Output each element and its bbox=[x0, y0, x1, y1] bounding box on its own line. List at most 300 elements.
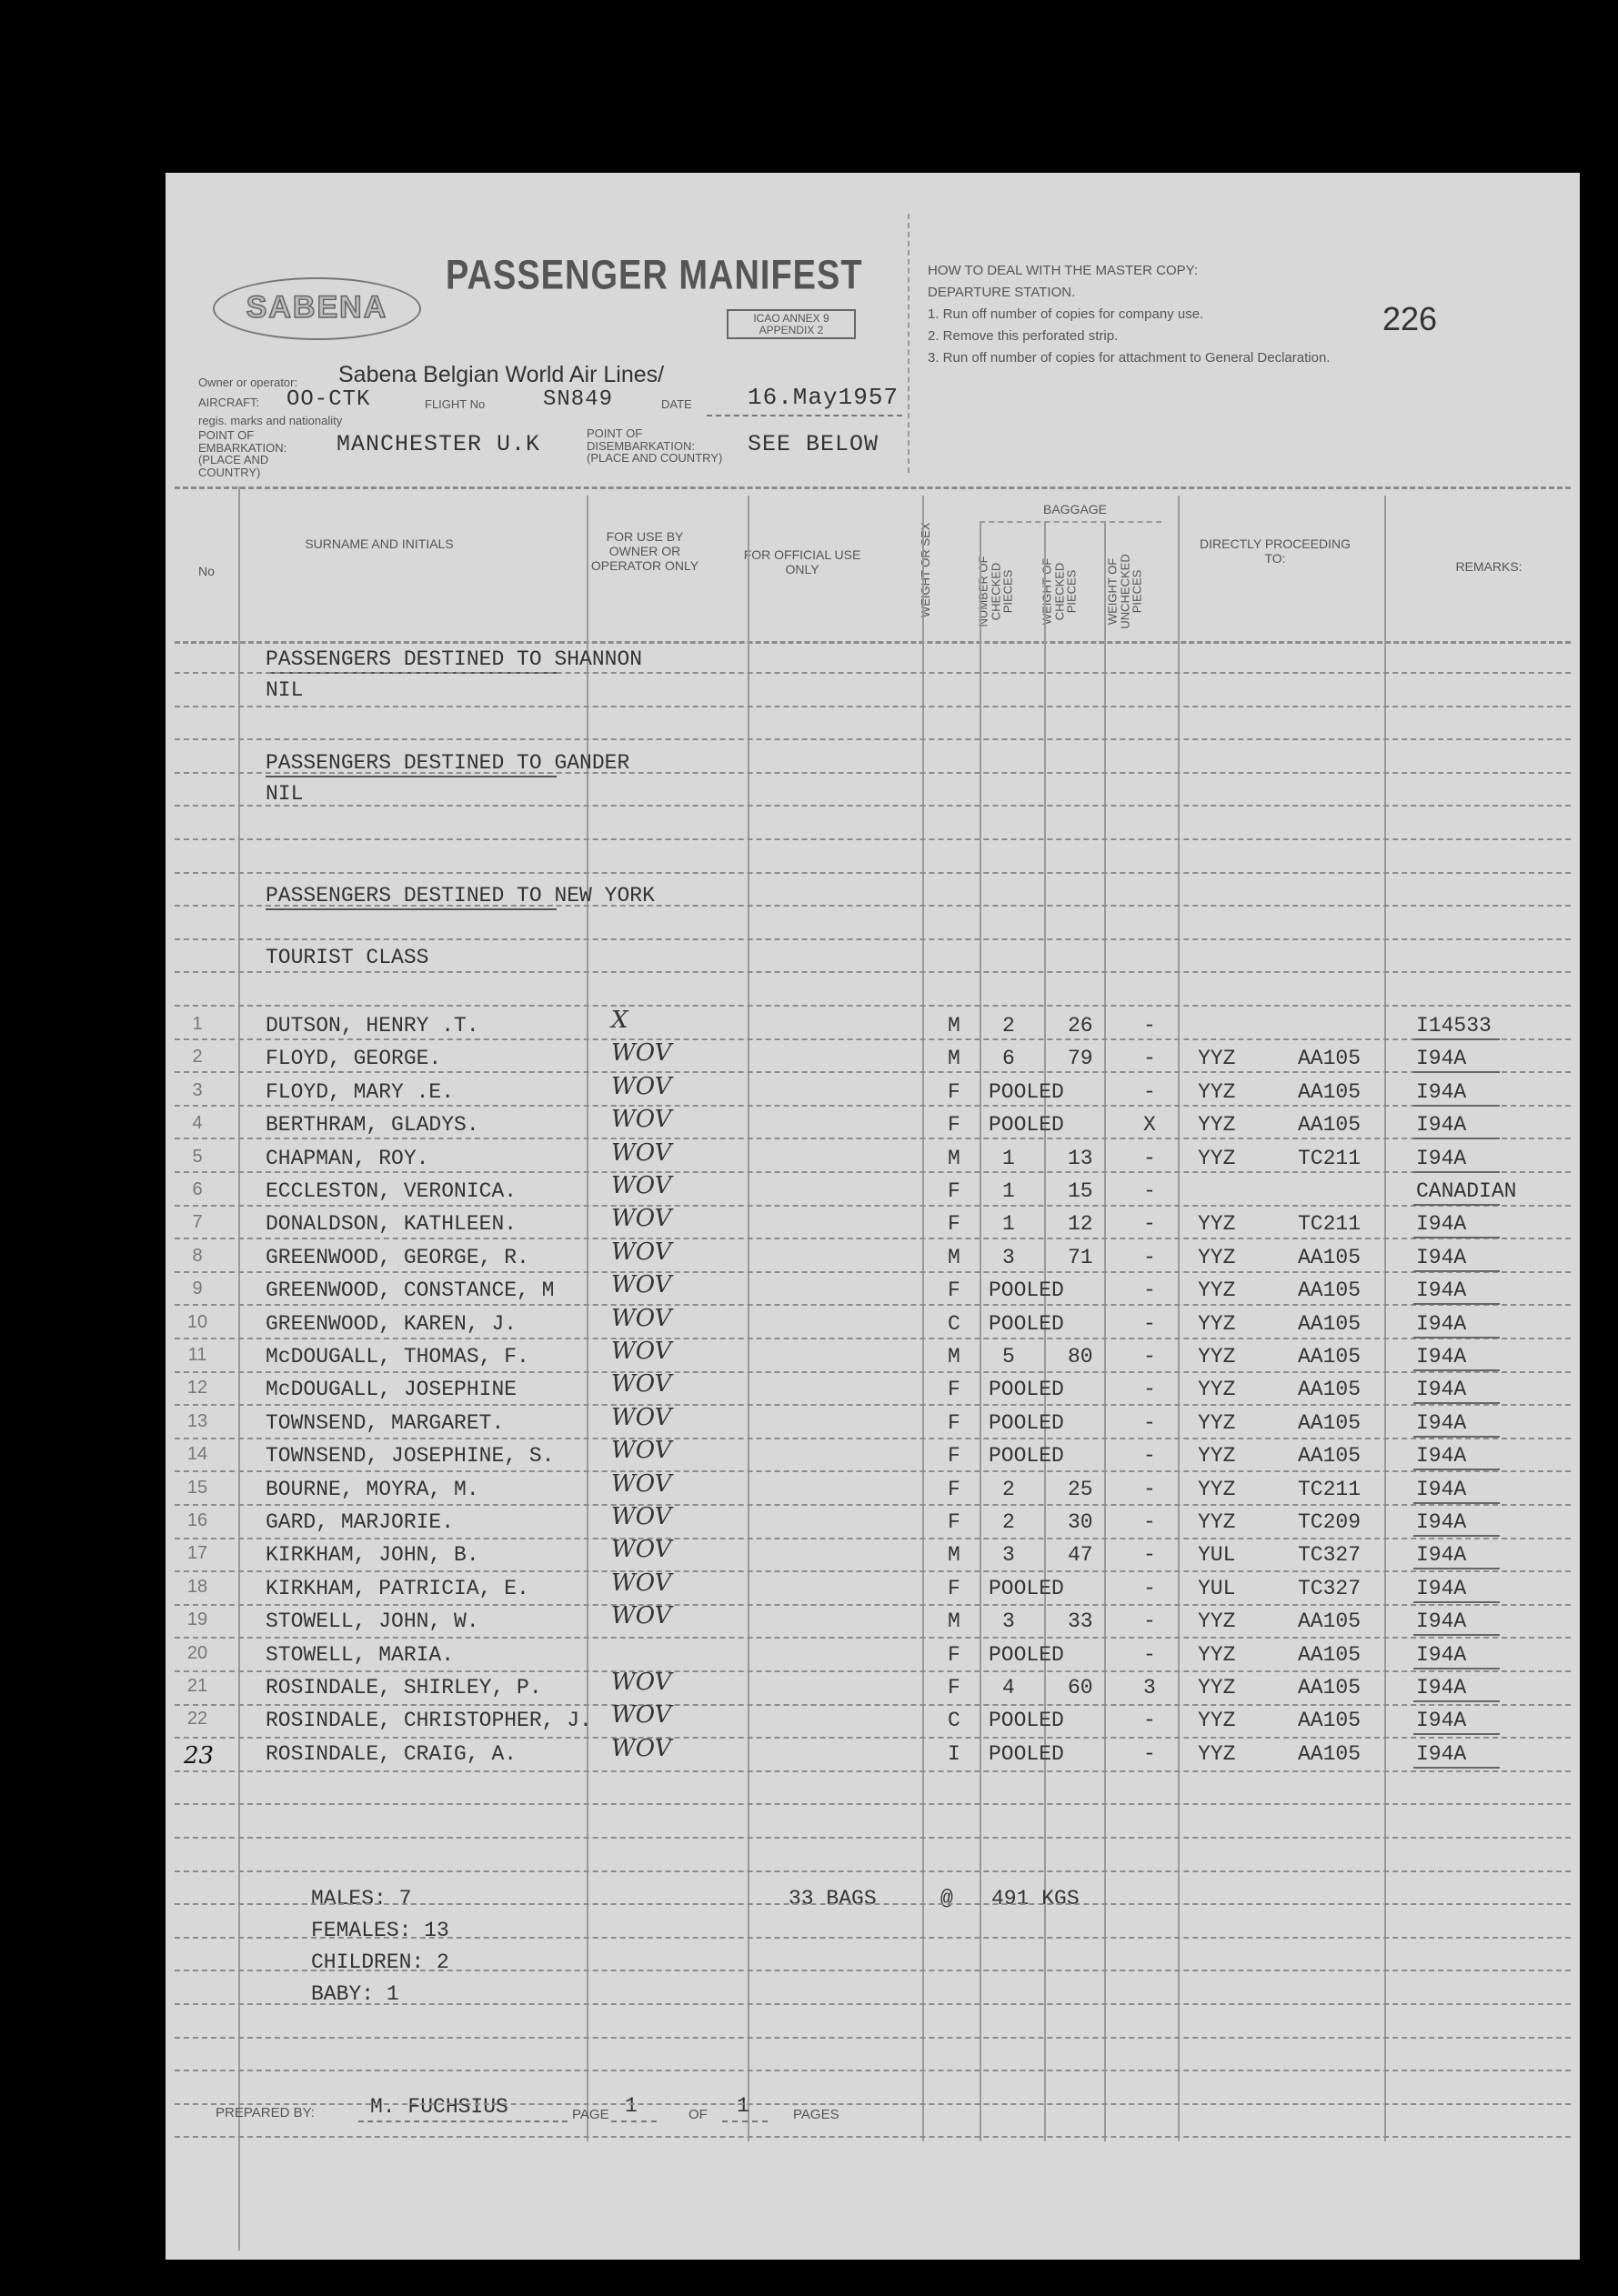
proceeding-city: YYZ bbox=[1198, 1047, 1236, 1071]
owner-initials: WOV bbox=[611, 1701, 672, 1730]
row-number: 13 bbox=[186, 1410, 208, 1431]
ledger-line bbox=[175, 1238, 1571, 1239]
ledger-line bbox=[175, 1038, 1571, 1040]
owner-initials: WOV bbox=[611, 1734, 672, 1762]
checked-pieces: 1 bbox=[1002, 1146, 1015, 1170]
remarks: I94A bbox=[1416, 1113, 1467, 1138]
logo-text: SABENA bbox=[246, 290, 388, 325]
ledger-line bbox=[175, 971, 1571, 973]
proceeding-flight: AA105 bbox=[1298, 1278, 1362, 1303]
total-at: @ bbox=[940, 1887, 953, 1910]
ledger-line bbox=[175, 1538, 1571, 1539]
unchecked-weight: - bbox=[1143, 1378, 1156, 1402]
pages-label: PAGES bbox=[793, 2107, 839, 2122]
row-number: 22 bbox=[186, 1709, 208, 1730]
passenger-sex: M bbox=[948, 1245, 960, 1269]
ledger-line bbox=[175, 1737, 1571, 1739]
checked-pieces: POOLED bbox=[989, 1311, 1064, 1336]
proceeding-city: YYZ bbox=[1198, 1642, 1236, 1667]
embark-value: MANCHESTER U.K bbox=[337, 431, 541, 457]
unchecked-weight: - bbox=[1143, 1345, 1156, 1369]
owner-initials: WOV bbox=[611, 1271, 672, 1299]
remarks: I94A bbox=[1416, 1477, 1467, 1501]
unchecked-weight: - bbox=[1143, 1709, 1156, 1733]
ledger-line bbox=[175, 2136, 1571, 2138]
remarks: I94A bbox=[1416, 1576, 1467, 1600]
row-number: 15 bbox=[186, 1477, 208, 1498]
row-number: 17 bbox=[186, 1543, 208, 1564]
row-number: 4 bbox=[192, 1113, 203, 1134]
ledger-line bbox=[175, 706, 1571, 707]
ledger-line bbox=[175, 1770, 1571, 1772]
proceeding-city: YUL bbox=[1198, 1543, 1236, 1568]
col-surname-header: SURNAME AND INITIALS bbox=[305, 536, 454, 551]
ledger-line bbox=[175, 1371, 1571, 1373]
col-remarks-header: REMARKS: bbox=[1455, 559, 1523, 574]
checked-weight: 71 bbox=[1068, 1245, 1093, 1269]
row-number: 9 bbox=[192, 1278, 203, 1299]
proceeding-city: YYZ bbox=[1198, 1245, 1236, 1269]
unchecked-weight: - bbox=[1143, 1410, 1156, 1435]
proceeding-city: YYZ bbox=[1198, 1410, 1236, 1435]
proceeding-flight: AA105 bbox=[1298, 1113, 1362, 1138]
proceeding-flight: TC209 bbox=[1298, 1510, 1362, 1534]
remarks: I94A bbox=[1416, 1709, 1467, 1733]
row-number: 3 bbox=[192, 1079, 203, 1100]
unchecked-weight: - bbox=[1143, 1146, 1156, 1170]
passenger-name: STOWELL, MARIA. bbox=[266, 1642, 455, 1667]
checked-weight: 60 bbox=[1068, 1676, 1093, 1699]
ledger-line bbox=[175, 838, 1571, 840]
proceeding-flight: TC211 bbox=[1298, 1146, 1362, 1170]
col-weight-sex-header: WEIGHT OR SEX bbox=[919, 522, 933, 618]
row-number: 21 bbox=[186, 1676, 208, 1696]
owner-initials: WOV bbox=[611, 1370, 672, 1399]
annex-box: ICAO ANNEX 9 APPENDIX 2 bbox=[727, 309, 856, 339]
section-heading-gander: PASSENGERS DESTINED TO GANDER bbox=[266, 751, 630, 775]
row-number: 5 bbox=[192, 1146, 203, 1167]
class-heading: TOURIST CLASS bbox=[266, 946, 429, 969]
passenger-name: TOWNSEND, MARGARET. bbox=[266, 1410, 505, 1435]
owner-initials: WOV bbox=[611, 1072, 672, 1100]
ledger-line bbox=[175, 1504, 1571, 1506]
proceeding-city: YYZ bbox=[1198, 1311, 1236, 1336]
ledger-line bbox=[175, 905, 1571, 907]
col-owner-use-header: FOR USE BY OWNER OR OPERATOR ONLY bbox=[590, 529, 699, 574]
checked-weight: 15 bbox=[1068, 1179, 1093, 1203]
perforation-line bbox=[908, 214, 909, 473]
proceeding-city: YYZ bbox=[1198, 1212, 1236, 1237]
ledger-line bbox=[175, 805, 1571, 807]
unchecked-weight: - bbox=[1143, 1047, 1156, 1071]
row-number: 1 bbox=[192, 1014, 203, 1034]
instruction-2: 2. Remove this perforated strip. bbox=[928, 328, 1119, 344]
row-number: 18 bbox=[186, 1576, 208, 1597]
prepared-label: PREPARED BY: bbox=[216, 2105, 315, 2121]
date-label: DATE bbox=[661, 397, 692, 411]
proceeding-flight: AA105 bbox=[1298, 1741, 1362, 1766]
passenger-sex: F bbox=[948, 1278, 960, 1303]
passenger-name: TOWNSEND, JOSEPHINE, S. bbox=[266, 1444, 555, 1469]
document-number: 226 bbox=[1382, 300, 1438, 337]
proceeding-flight: AA105 bbox=[1298, 1047, 1362, 1071]
ledger-line bbox=[175, 1438, 1571, 1439]
passenger-name: KIRKHAM, JOHN, B. bbox=[266, 1543, 479, 1568]
checked-pieces: POOLED bbox=[989, 1576, 1064, 1600]
passenger-sex: M bbox=[948, 1047, 960, 1071]
checked-pieces: 4 bbox=[1002, 1676, 1015, 1699]
unchecked-weight: - bbox=[1143, 1245, 1156, 1269]
ledger-line bbox=[175, 772, 1571, 774]
owner-initials: WOV bbox=[611, 1205, 672, 1233]
date-value: 16.May1957 bbox=[748, 384, 899, 411]
remarks: I94A bbox=[1416, 1676, 1467, 1699]
unchecked-weight: - bbox=[1143, 1079, 1156, 1104]
remarks: I94A bbox=[1416, 1378, 1467, 1402]
instructions-sub: DEPARTURE STATION. bbox=[928, 285, 1076, 300]
proceeding-flight: AA105 bbox=[1298, 1245, 1362, 1269]
ledger-line bbox=[175, 1404, 1571, 1406]
ledger-line bbox=[175, 2103, 1571, 2105]
ledger-line bbox=[175, 1138, 1571, 1139]
passenger-sex: F bbox=[948, 1477, 960, 1501]
passenger-name: GREENWOOD, GEORGE, R. bbox=[266, 1245, 529, 1269]
checked-weight: 79 bbox=[1068, 1047, 1093, 1071]
instructions-title: HOW TO DEAL WITH THE MASTER COPY: bbox=[928, 263, 1198, 278]
passenger-sex: F bbox=[948, 1676, 960, 1699]
proceeding-city: YYZ bbox=[1198, 1146, 1236, 1170]
unchecked-weight: - bbox=[1143, 1510, 1156, 1534]
total-kgs: 491 KGS bbox=[991, 1887, 1080, 1910]
proceeding-city: YYZ bbox=[1198, 1609, 1236, 1634]
proceeding-flight: AA105 bbox=[1298, 1676, 1362, 1699]
passenger-sex: M bbox=[948, 1014, 960, 1038]
page-label: PAGE bbox=[572, 2107, 609, 2122]
proceeding-city: YYZ bbox=[1198, 1510, 1236, 1534]
row-number: 11 bbox=[187, 1345, 207, 1365]
proceeding-flight: AA105 bbox=[1298, 1444, 1362, 1469]
ledger-line bbox=[175, 1637, 1571, 1639]
unchecked-weight: - bbox=[1143, 1444, 1156, 1469]
page-title: PASSENGER MANIFEST bbox=[446, 252, 863, 299]
ledger-line bbox=[175, 1803, 1571, 1805]
owner-initials: WOV bbox=[611, 1469, 672, 1498]
checked-weight: 26 bbox=[1068, 1014, 1093, 1038]
ledger-line bbox=[175, 2037, 1571, 2039]
passenger-sex: F bbox=[948, 1179, 960, 1203]
instruction-3: 3. Run off number of copies for attachment to General Declaration. bbox=[928, 350, 1331, 366]
ledger-line bbox=[175, 872, 1571, 874]
checked-pieces: POOLED bbox=[989, 1741, 1064, 1766]
checked-pieces: POOLED bbox=[989, 1378, 1064, 1402]
row-number: 16 bbox=[186, 1510, 208, 1530]
passenger-sex: M bbox=[948, 1345, 960, 1369]
checked-pieces: 2 bbox=[1002, 1477, 1015, 1501]
passenger-name: ROSINDALE, SHIRLEY, P. bbox=[266, 1676, 542, 1699]
instruction-1: 1. Run off number of copies for company use. bbox=[928, 306, 1204, 322]
embark-label: POINT OF EMBARKATION: (PLACE AND COUNTRY) bbox=[198, 428, 287, 479]
owner-initials: WOV bbox=[611, 1602, 672, 1630]
checked-pieces: POOLED bbox=[989, 1444, 1064, 1469]
row-number: 19 bbox=[186, 1609, 208, 1630]
proceeding-flight: TC211 bbox=[1298, 1477, 1362, 1501]
passenger-sex: F bbox=[948, 1510, 960, 1534]
of-value: 1 bbox=[737, 2094, 749, 2118]
remarks: I94A bbox=[1416, 1047, 1467, 1071]
unchecked-weight: 3 bbox=[1143, 1676, 1156, 1699]
checked-pieces: 2 bbox=[1002, 1014, 1015, 1038]
checked-pieces: POOLED bbox=[989, 1642, 1064, 1667]
page-value: 1 bbox=[625, 2094, 638, 2118]
checked-pieces: 5 bbox=[1002, 1345, 1015, 1369]
proceeding-flight: TC211 bbox=[1298, 1212, 1362, 1237]
checked-pieces: 1 bbox=[1002, 1212, 1015, 1237]
unchecked-weight: - bbox=[1143, 1642, 1156, 1667]
owner-initials: WOV bbox=[611, 1238, 672, 1266]
checked-pieces: 1 bbox=[1002, 1179, 1015, 1203]
passenger-sex: F bbox=[948, 1410, 960, 1435]
of-label: OF bbox=[688, 2107, 708, 2122]
passenger-name: DUTSON, HENRY .T. bbox=[266, 1014, 479, 1038]
col-checked-pieces-header: NUMBER OF CHECKED PIECES bbox=[976, 556, 1015, 627]
passenger-name: ROSINDALE, CRAIG, A. bbox=[266, 1741, 518, 1766]
ledger-line bbox=[175, 1970, 1571, 1971]
passenger-sex: I bbox=[948, 1741, 960, 1766]
checked-weight: 47 bbox=[1068, 1543, 1093, 1568]
proceeding-city: YYZ bbox=[1198, 1079, 1236, 1104]
checked-pieces: 3 bbox=[1002, 1543, 1015, 1568]
ledger-line bbox=[175, 1005, 1571, 1007]
unchecked-weight: - bbox=[1143, 1741, 1156, 1766]
section-value-shannon: NIL bbox=[266, 678, 304, 702]
checked-pieces: POOLED bbox=[989, 1709, 1064, 1733]
aircraft-label: AIRCRAFT: bbox=[198, 396, 260, 409]
unchecked-weight: - bbox=[1143, 1212, 1156, 1237]
ledger-line bbox=[175, 1271, 1571, 1273]
proceeding-flight: AA105 bbox=[1298, 1642, 1362, 1667]
remarks: I94A bbox=[1416, 1543, 1467, 1568]
passenger-sex: F bbox=[948, 1444, 960, 1469]
proceeding-city: YUL bbox=[1198, 1576, 1236, 1600]
passenger-sex: M bbox=[948, 1609, 960, 1634]
proceeding-flight: AA105 bbox=[1298, 1079, 1362, 1104]
passenger-name: KIRKHAM, PATRICIA, E. bbox=[266, 1576, 529, 1600]
flight-value: SN849 bbox=[543, 387, 614, 412]
checked-pieces: POOLED bbox=[989, 1113, 1064, 1138]
remarks: I94A bbox=[1416, 1212, 1467, 1237]
section-heading-shannon: PASSENGERS DESTINED TO SHANNON bbox=[266, 647, 643, 671]
row-number: 14 bbox=[186, 1444, 208, 1465]
ledger-line bbox=[175, 1470, 1571, 1472]
passenger-name: FLOYD, GEORGE. bbox=[266, 1047, 442, 1071]
owner-initials: WOV bbox=[611, 1669, 672, 1696]
proceeding-city: YYZ bbox=[1198, 1741, 1236, 1766]
unchecked-weight: - bbox=[1143, 1311, 1156, 1336]
total-bags: 33 BAGS bbox=[789, 1887, 877, 1910]
owner-initials: WOV bbox=[611, 1536, 672, 1564]
ledger-line bbox=[175, 938, 1571, 940]
proceeding-flight: TC327 bbox=[1298, 1543, 1362, 1568]
passenger-sex: F bbox=[948, 1378, 960, 1402]
aircraft-value: OO-CTK bbox=[286, 387, 371, 412]
proceeding-city: YYZ bbox=[1198, 1113, 1236, 1138]
unchecked-weight: - bbox=[1143, 1278, 1156, 1303]
unchecked-weight: X bbox=[1143, 1113, 1156, 1138]
unchecked-weight: - bbox=[1143, 1477, 1156, 1501]
prepared-value: M. FUCHSIUS bbox=[370, 2095, 508, 2119]
proceeding-flight: TC327 bbox=[1298, 1576, 1362, 1600]
owner-initials: WOV bbox=[611, 1503, 672, 1530]
passenger-name: GARD, MARJORIE. bbox=[266, 1510, 455, 1534]
ledger-line bbox=[175, 1205, 1571, 1207]
passenger-sex: M bbox=[948, 1146, 960, 1170]
remarks: CANADIAN bbox=[1416, 1179, 1517, 1203]
ledger-line bbox=[175, 1604, 1571, 1606]
col-baggage-header: BAGGAGE bbox=[1042, 502, 1108, 516]
checked-pieces: 3 bbox=[1002, 1609, 1015, 1634]
owner-initials: WOV bbox=[611, 1403, 672, 1431]
owner-initials: WOV bbox=[611, 1106, 672, 1134]
row-number: 12 bbox=[186, 1378, 208, 1399]
ledger-line bbox=[175, 1171, 1571, 1173]
unchecked-weight: - bbox=[1143, 1576, 1156, 1600]
proceeding-city: YYZ bbox=[1198, 1477, 1236, 1501]
owner-initials: WOV bbox=[611, 1172, 672, 1199]
remarks: I94A bbox=[1416, 1146, 1467, 1170]
checked-weight: 12 bbox=[1068, 1212, 1093, 1237]
row-number: 23 bbox=[184, 1741, 215, 1770]
remarks: I94A bbox=[1416, 1245, 1467, 1269]
total-males: MALES: 7 bbox=[311, 1887, 412, 1910]
proceeding-flight: AA105 bbox=[1298, 1311, 1362, 1336]
ledger-line bbox=[175, 1338, 1571, 1339]
passenger-sex: F bbox=[948, 1113, 960, 1138]
total-children: CHILDREN: 2 bbox=[311, 1950, 449, 1974]
passenger-sex: F bbox=[948, 1642, 960, 1667]
total-baby: BABY: 1 bbox=[311, 1982, 399, 2006]
unchecked-weight: - bbox=[1143, 1543, 1156, 1568]
passenger-sex: C bbox=[948, 1709, 960, 1733]
section-heading-new-york: PASSENGERS DESTINED TO NEW YORK bbox=[266, 884, 655, 907]
ledger-line bbox=[175, 738, 1571, 740]
remarks: I94A bbox=[1416, 1741, 1467, 1766]
passenger-name: DONALDSON, KATHLEEN. bbox=[266, 1212, 518, 1237]
passenger-name: GREENWOOD, CONSTANCE, M bbox=[266, 1278, 555, 1303]
flight-label: FLIGHT No bbox=[425, 397, 486, 411]
remarks: I94A bbox=[1416, 1510, 1467, 1534]
checked-weight: 33 bbox=[1068, 1609, 1093, 1634]
proceeding-flight: AA105 bbox=[1298, 1410, 1362, 1435]
checked-pieces: POOLED bbox=[989, 1079, 1064, 1104]
row-number: 20 bbox=[186, 1642, 208, 1663]
ledger-line bbox=[175, 1071, 1571, 1073]
passenger-name: FLOYD, MARY .E. bbox=[266, 1079, 455, 1104]
proceeding-flight: AA105 bbox=[1298, 1345, 1362, 1369]
passenger-name: STOWELL, JOHN, W. bbox=[266, 1609, 479, 1634]
checked-pieces: POOLED bbox=[989, 1410, 1064, 1435]
row-number: 10 bbox=[186, 1311, 208, 1332]
manifest-sheet bbox=[166, 173, 1580, 2260]
remarks: I94A bbox=[1416, 1345, 1467, 1369]
ledger-line bbox=[175, 1304, 1571, 1306]
section-value-gander: NIL bbox=[266, 782, 304, 806]
remarks: I94A bbox=[1416, 1609, 1467, 1634]
checked-weight: 30 bbox=[1068, 1510, 1093, 1534]
checked-weight: 25 bbox=[1068, 1477, 1093, 1501]
owner-initials: WOV bbox=[611, 1304, 672, 1332]
owner-value: Sabena Belgian World Air Lines/ bbox=[338, 362, 665, 387]
remarks: I94A bbox=[1416, 1079, 1467, 1104]
row-number: 8 bbox=[192, 1245, 203, 1266]
unchecked-weight: - bbox=[1143, 1014, 1156, 1038]
disembark-value: SEE BELOW bbox=[748, 431, 879, 457]
unchecked-weight: - bbox=[1143, 1179, 1156, 1203]
col-no-header: No bbox=[198, 564, 215, 578]
checked-weight: 13 bbox=[1068, 1146, 1093, 1170]
proceeding-city: YYZ bbox=[1198, 1676, 1236, 1699]
ledger-line bbox=[175, 1105, 1571, 1107]
col-unchecked-weight-header: WEIGHT OF UNCHECKED PIECES bbox=[1105, 554, 1144, 629]
ledger-line bbox=[175, 1837, 1571, 1839]
passenger-name: BOURNE, MOYRA, M. bbox=[266, 1477, 479, 1501]
owner-initials: WOV bbox=[611, 1437, 672, 1465]
remarks: I94A bbox=[1416, 1410, 1467, 1435]
remarks: I94A bbox=[1416, 1311, 1467, 1336]
col-checked-weight-header: WEIGHT OF CHECKED PIECES bbox=[1040, 557, 1079, 626]
sabena-logo bbox=[213, 277, 421, 340]
proceeding-city: YYZ bbox=[1198, 1709, 1236, 1733]
remarks: I94A bbox=[1416, 1278, 1467, 1303]
ledger-line bbox=[175, 1903, 1571, 1905]
passenger-name: CHAPMAN, ROY. bbox=[266, 1146, 429, 1170]
owner-initials: WOV bbox=[611, 1138, 672, 1167]
owner-initials: WOV bbox=[611, 1338, 672, 1365]
proceeding-flight: AA105 bbox=[1298, 1709, 1362, 1733]
total-females: FEMALES: 13 bbox=[311, 1919, 449, 1942]
passenger-sex: C bbox=[948, 1311, 960, 1336]
passenger-name: McDOUGALL, JOSEPHINE bbox=[266, 1378, 518, 1402]
unchecked-weight: - bbox=[1143, 1609, 1156, 1634]
regis-label: regis. marks and nationality bbox=[198, 414, 343, 427]
ledger-line bbox=[175, 1937, 1571, 1939]
remarks: I94A bbox=[1416, 1642, 1467, 1667]
remarks: I94A bbox=[1416, 1444, 1467, 1469]
passenger-name: McDOUGALL, THOMAS, F. bbox=[266, 1345, 529, 1369]
checked-pieces: 3 bbox=[1002, 1245, 1015, 1269]
col-official-use-header: FOR OFFICIAL USE ONLY bbox=[743, 547, 861, 577]
passenger-sex: M bbox=[948, 1543, 960, 1568]
proceeding-flight: AA105 bbox=[1298, 1609, 1362, 1634]
proceeding-city: YYZ bbox=[1198, 1345, 1236, 1369]
disembark-label: POINT OF DISEMBARKATION: (PLACE AND COUNTRY) bbox=[587, 426, 723, 466]
row-number: 6 bbox=[192, 1179, 203, 1199]
ledger-line bbox=[175, 1570, 1571, 1572]
checked-pieces: 6 bbox=[1002, 1047, 1015, 1071]
passenger-sex: F bbox=[948, 1212, 960, 1237]
owner-initials: X bbox=[611, 1007, 628, 1034]
ledger-line bbox=[175, 1704, 1571, 1706]
col-proceeding-header: DIRECTLY PROCEEDING TO: bbox=[1200, 536, 1351, 566]
row-number: 2 bbox=[192, 1047, 203, 1068]
proceeding-city: YYZ bbox=[1198, 1378, 1236, 1402]
ledger-line bbox=[175, 672, 1571, 674]
checked-pieces: POOLED bbox=[989, 1278, 1064, 1303]
ledger-line bbox=[175, 2070, 1571, 2071]
owner-label: Owner or operator: bbox=[198, 376, 298, 389]
passenger-sex: F bbox=[948, 1079, 960, 1104]
checked-pieces: 2 bbox=[1002, 1510, 1015, 1534]
passenger-name: ECCLESTON, VERONICA. bbox=[266, 1179, 518, 1203]
